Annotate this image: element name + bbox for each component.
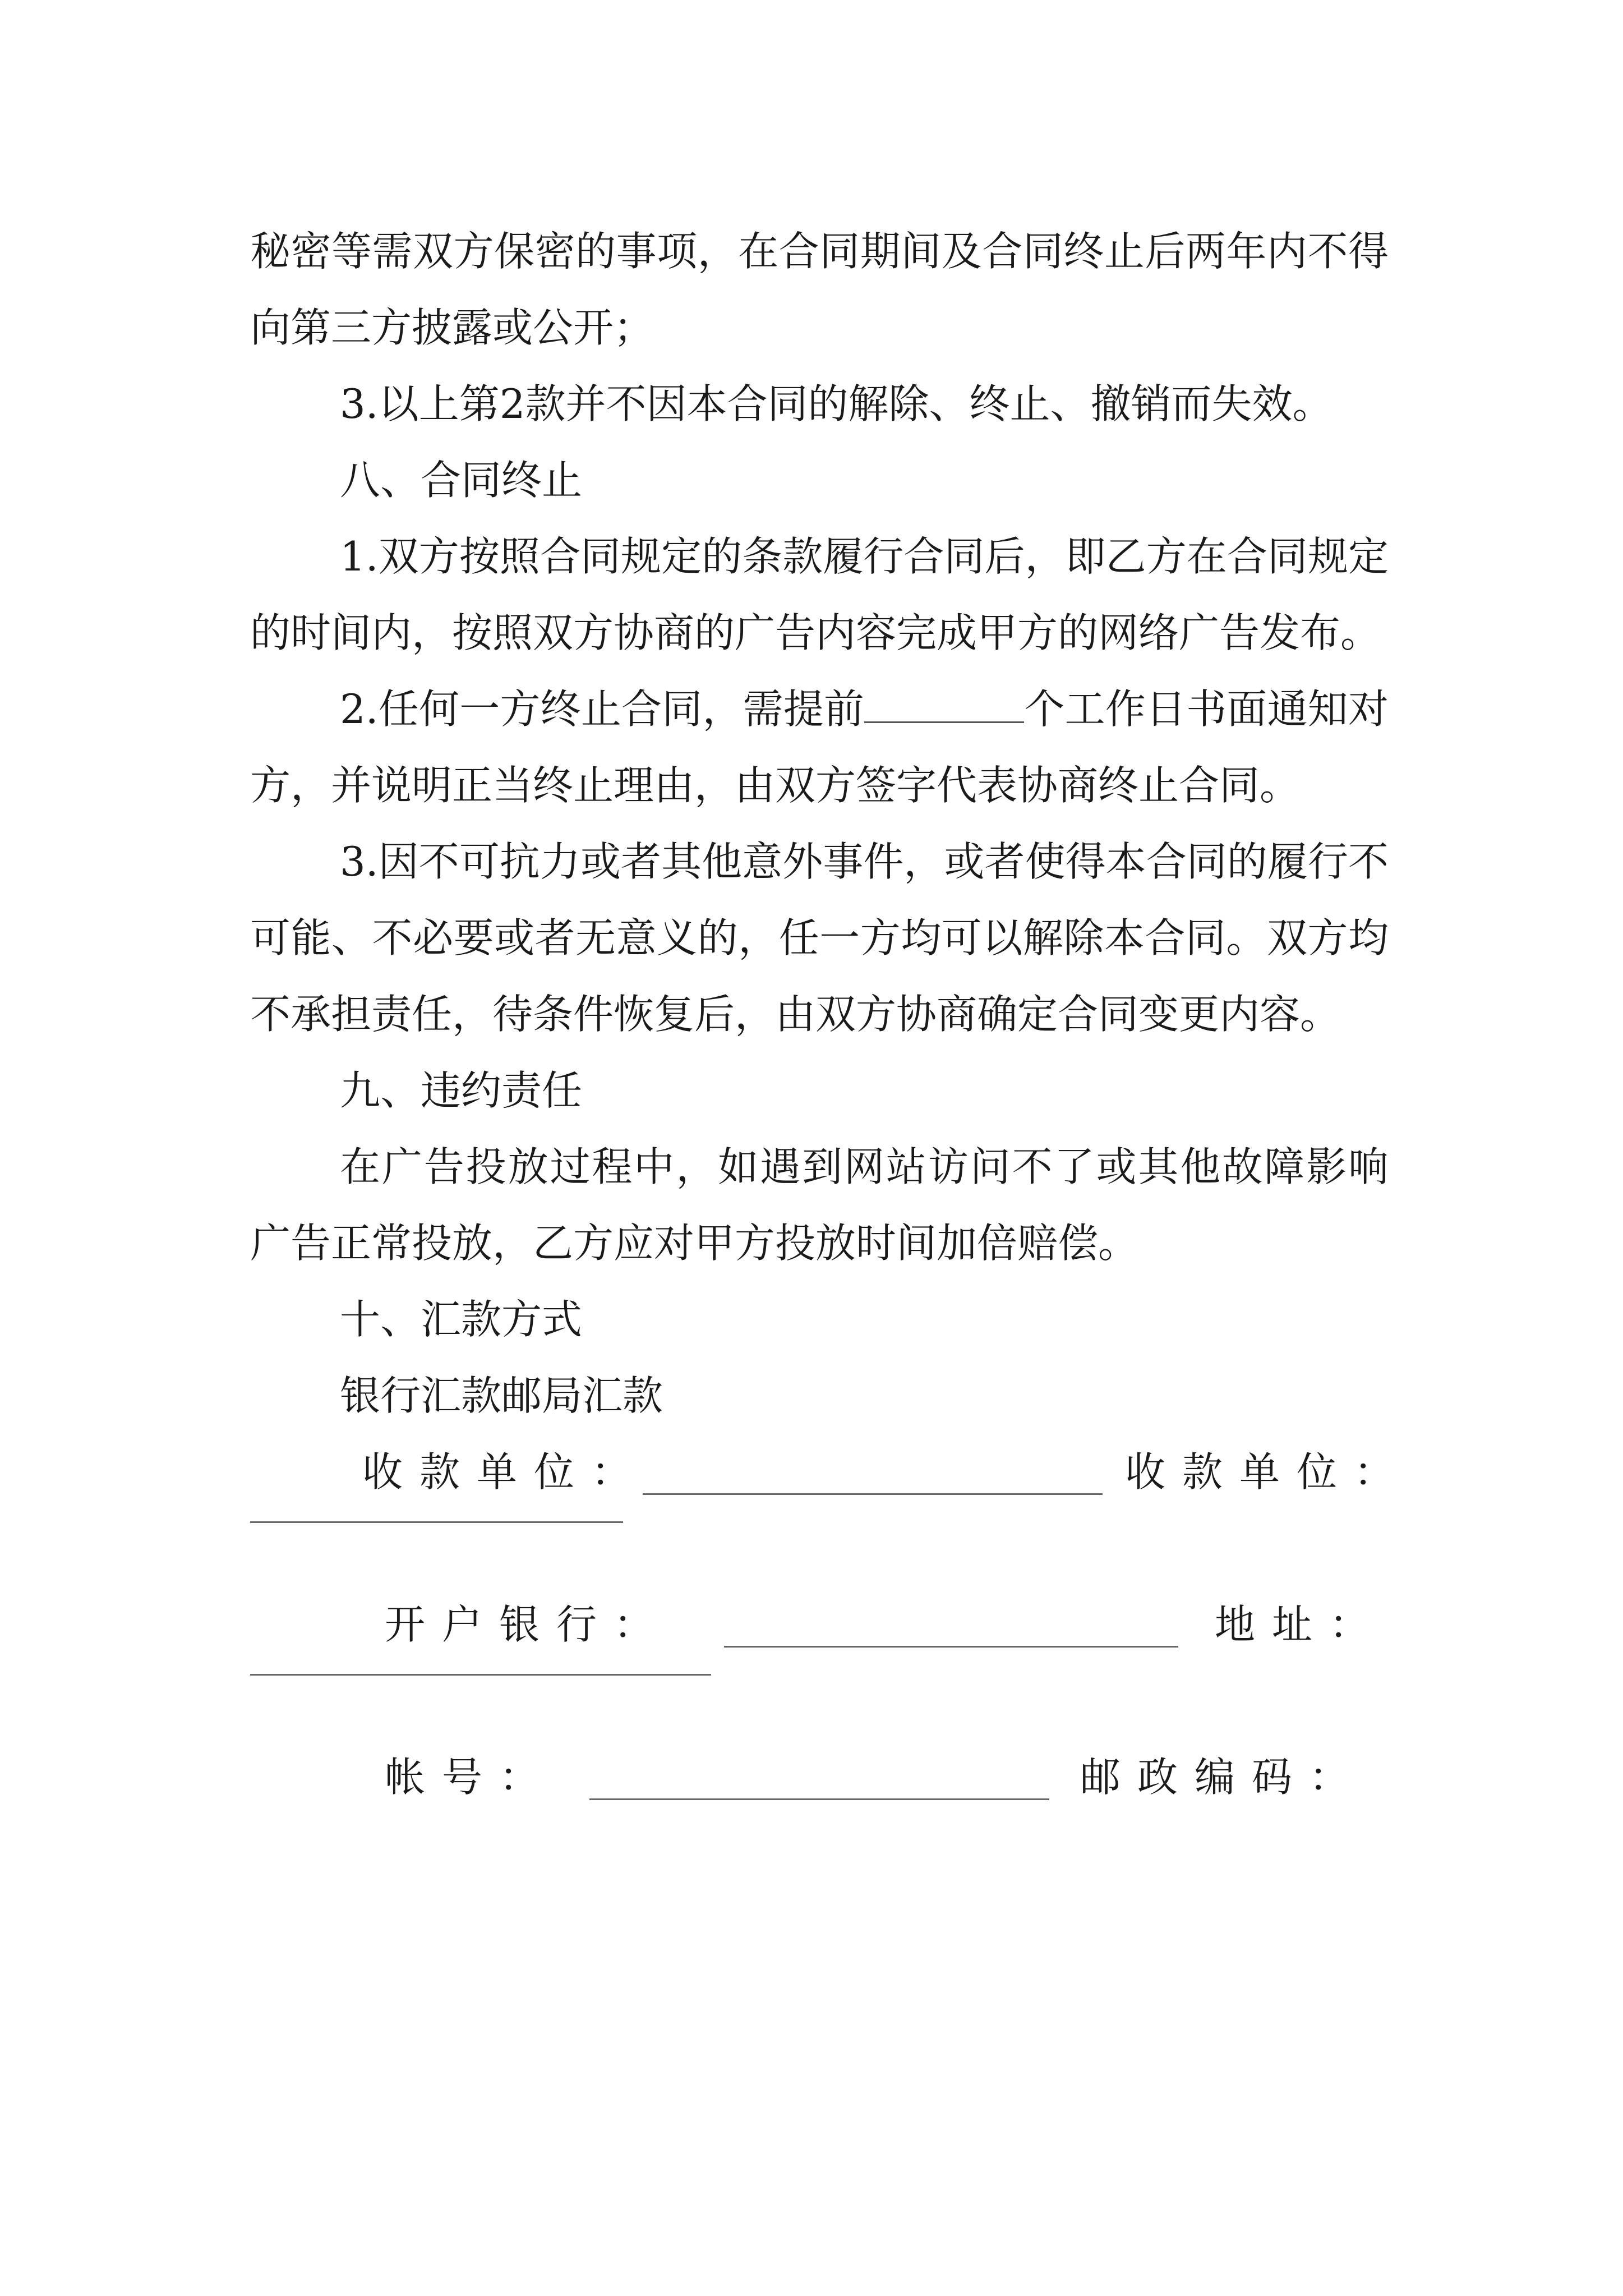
days-blank	[864, 688, 1024, 723]
heading-termination: 八、合同终止	[340, 457, 583, 504]
document-body	[250, 213, 1412, 1815]
payee-label-1: 收款单位：	[362, 1448, 649, 1496]
bank-label: 开户银行：	[385, 1601, 671, 1648]
paragraph-termination-1: 1.双方按照合同规定的条款履行合同后，即乙方在合同规定的时间内，按照双方协商的广告内容完成甲方的网络广告发布。	[250, 533, 1389, 656]
paragraph-clause-3: 3.以上第2款并不因本合同的解除、终止、撤销而失效。	[340, 380, 1333, 427]
account-label: 帐号：	[385, 1754, 557, 1801]
postcode-label: 邮政编码：	[1080, 1754, 1367, 1801]
form-row-bank	[250, 1586, 1389, 1663]
payee-label-2: 收款单位：	[1125, 1448, 1412, 1496]
bank-line	[724, 1646, 1178, 1648]
form-trailing-line-1	[250, 1510, 1389, 1586]
heading-remittance: 十、汇款方式	[340, 1296, 583, 1343]
paragraph-termination-2	[250, 671, 1389, 823]
termination-2-text-b: 个工作日书面通知对方，并说明正当终止理由，由双方签字代表协商终止合同。	[250, 685, 1389, 809]
paragraph-remittance-methods: 银行汇款邮局汇款	[340, 1372, 663, 1419]
paragraph-confidentiality: 秘密等需双方保密的事项，在合同期间及合同终止后两年内不得向第三方披露或公开；	[250, 228, 1389, 351]
address-line	[250, 1674, 711, 1676]
paragraph-breach: 在广告投放过程中，如遇到网站访问不了或其他故障影响广告正常投放，乙方应对甲方投放时间加倍赔偿。	[250, 1143, 1389, 1267]
paragraph-termination-3: 3.因不可抗力或者其他意外事件，或者使得本合同的履行不可能、不必要或者无意义的，任一方均可以解除本合同。双方均不承担责任，待条件恢复后，由双方协商确定合同变更内容。	[250, 838, 1389, 1038]
form-row-payee	[250, 1434, 1412, 1510]
form-trailing-line-2	[250, 1663, 1389, 1739]
account-line	[589, 1798, 1049, 1800]
heading-breach: 九、违约责任	[340, 1067, 583, 1114]
payee-line-2	[250, 1521, 623, 1523]
form-row-account	[250, 1739, 1389, 1815]
payee-line-1	[643, 1493, 1103, 1495]
address-label: 地址：	[1215, 1601, 1387, 1648]
termination-2-text-a: 2.任何一方终止合同，需提前	[340, 685, 865, 733]
